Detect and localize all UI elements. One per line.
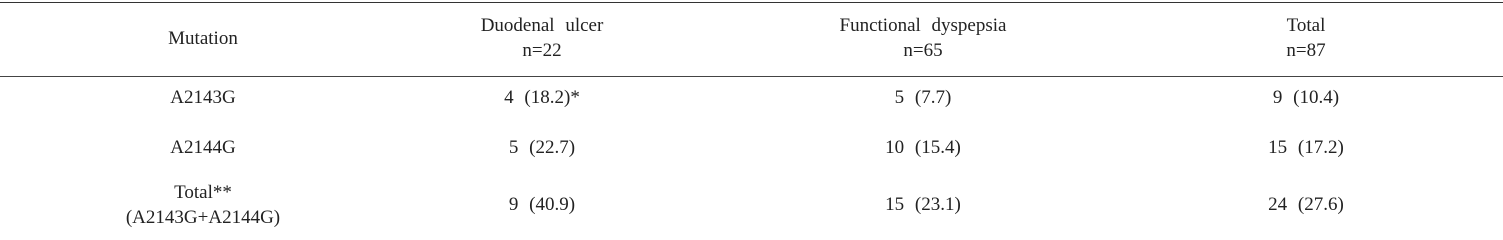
row-a2144g-duodenal-ulcer xyxy=(392,135,692,160)
row-a2144g-functional-dyspepsia-value: 10 (15.4) xyxy=(885,137,961,158)
header-mutation xyxy=(53,5,353,71)
table-top-rule xyxy=(0,2,1503,3)
row-a2143g-duodenal-ulcer xyxy=(392,85,692,110)
header-total-n: n=87 xyxy=(1286,40,1326,61)
row-total-mutation-sublabel: (A2143G+A2144G) xyxy=(125,207,281,228)
row-a2143g-functional-dyspepsia xyxy=(773,85,1073,110)
header-functional-dyspepsia-label: Functional dyspepsia xyxy=(839,15,1007,36)
row-a2144g-total xyxy=(1156,135,1456,160)
row-a2144g-mutation xyxy=(53,135,353,160)
row-a2143g-duodenal-ulcer-value: 4 (18.2)* xyxy=(504,87,580,108)
row-total-functional-dyspepsia-value: 15 (23.1) xyxy=(885,194,961,215)
row-a2144g-total-value: 15 (17.2) xyxy=(1268,137,1344,158)
header-total xyxy=(1156,5,1456,71)
header-functional-dyspepsia-n: n=65 xyxy=(903,40,943,61)
row-total-duodenal-ulcer xyxy=(392,192,692,217)
row-a2143g-total xyxy=(1156,85,1456,110)
row-a2143g-mutation xyxy=(53,85,353,110)
row-total-total xyxy=(1156,192,1456,217)
row-a2143g-functional-dyspepsia-value: 5 (7.7) xyxy=(894,87,952,108)
row-total-functional-dyspepsia xyxy=(773,192,1073,217)
header-duodenal-ulcer xyxy=(392,5,692,71)
row-a2143g-mutation-label: A2143G xyxy=(170,87,236,108)
row-total-duodenal-ulcer-value: 9 (40.9) xyxy=(508,194,576,215)
row-a2144g-functional-dyspepsia xyxy=(773,135,1073,160)
table-header-rule xyxy=(0,76,1503,77)
row-a2144g-duodenal-ulcer-value: 5 (22.7) xyxy=(508,137,576,158)
header-duodenal-ulcer-label: Duodenal ulcer xyxy=(480,15,604,36)
header-duodenal-ulcer-n: n=22 xyxy=(522,40,562,61)
row-total-mutation xyxy=(53,180,353,230)
header-mutation-label: Mutation xyxy=(168,27,238,49)
row-total-mutation-label: Total** xyxy=(174,182,232,203)
row-total-total-value: 24 (27.6) xyxy=(1268,194,1344,215)
header-functional-dyspepsia xyxy=(773,5,1073,71)
row-a2144g-mutation-label: A2144G xyxy=(170,137,236,158)
row-a2143g-total-value: 9 (10.4) xyxy=(1272,87,1340,108)
header-total-label: Total xyxy=(1286,15,1326,36)
